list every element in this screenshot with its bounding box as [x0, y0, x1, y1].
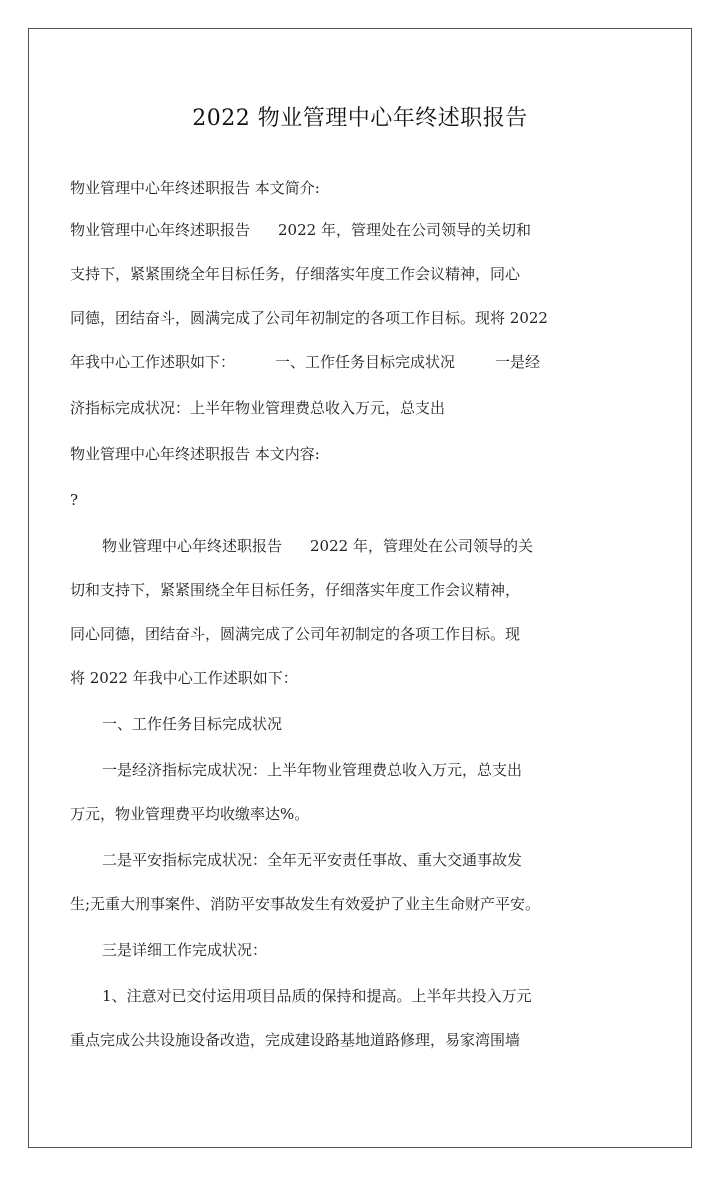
- section-heading-1: 一、工作任务目标完成状况: [102, 715, 283, 733]
- intro-line-1-a: 物业管理中心年终述职报告: [70, 221, 251, 239]
- intro-line-1-b: 2022 年，管理处在公司领导的关切和: [278, 221, 531, 239]
- intro-line-5: 济指标完成状况：上半年物业管理费总收入万元，总支出: [70, 399, 446, 417]
- body-line-1-b: 2022 年，管理处在公司领导的关: [310, 537, 533, 555]
- content-label: 物业管理中心年终述职报告 本文内容:: [70, 445, 320, 463]
- safety-line-1: 二是平安指标完成状况：全年无平安责任事故、重大交通事故发: [102, 851, 523, 869]
- intro-line-2: 支持下，紧紧围绕全年目标任务，仔细落实年度工作会议精神，同心: [70, 265, 521, 283]
- question-mark: ?: [70, 491, 79, 509]
- economic-line-2: 万元，物业管理费平均收缴率达%。: [70, 805, 310, 823]
- intro-line-4-b: 一、工作任务目标完成状况: [275, 353, 456, 371]
- document-title: 2022 物业管理中心年终述职报告: [192, 106, 528, 131]
- safety-line-2: 生;无重大刑事案件、消防平安事故发生有效爱护了业主生命财产平安。: [70, 895, 541, 913]
- body-line-4: 将 2022 年我中心工作述职如下：: [70, 669, 298, 687]
- intro-line-4: [70, 350, 600, 374]
- body-line-1-a: 物业管理中心年终述职报告: [102, 537, 283, 555]
- economic-line-1: 一是经济指标完成状况：上半年物业管理费总收入万元，总支出: [102, 761, 523, 779]
- body-line-3: 同心同德，团结奋斗，圆满完成了公司年初制定的各项工作目标。现: [70, 625, 521, 643]
- intro-line-4-c: 一是经: [495, 353, 541, 371]
- intro-line-4-a: 年我中心工作述职如下：: [70, 353, 236, 371]
- intro-line-3: 同德，团结奋斗，圆满完成了公司年初制定的各项工作目标。现将 2022: [70, 309, 548, 327]
- intro-line-1: [70, 218, 600, 242]
- item-1-line-2: 重点完成公共设施设备改造，完成建设路基地道路修理，易家湾围墙: [70, 1031, 521, 1049]
- item-1-line-1: 1、注意对已交付运用项目品质的保持和提高。上半年共投入万元: [102, 987, 532, 1005]
- intro-label: 物业管理中心年终述职报告 本文简介:: [70, 179, 320, 197]
- body-line-2: 切和支持下，紧紧围绕全年目标任务，仔细落实年度工作会议精神，: [70, 581, 521, 599]
- body-line-1: [70, 534, 600, 558]
- detail-heading: 三是详细工作完成状况：: [102, 941, 268, 959]
